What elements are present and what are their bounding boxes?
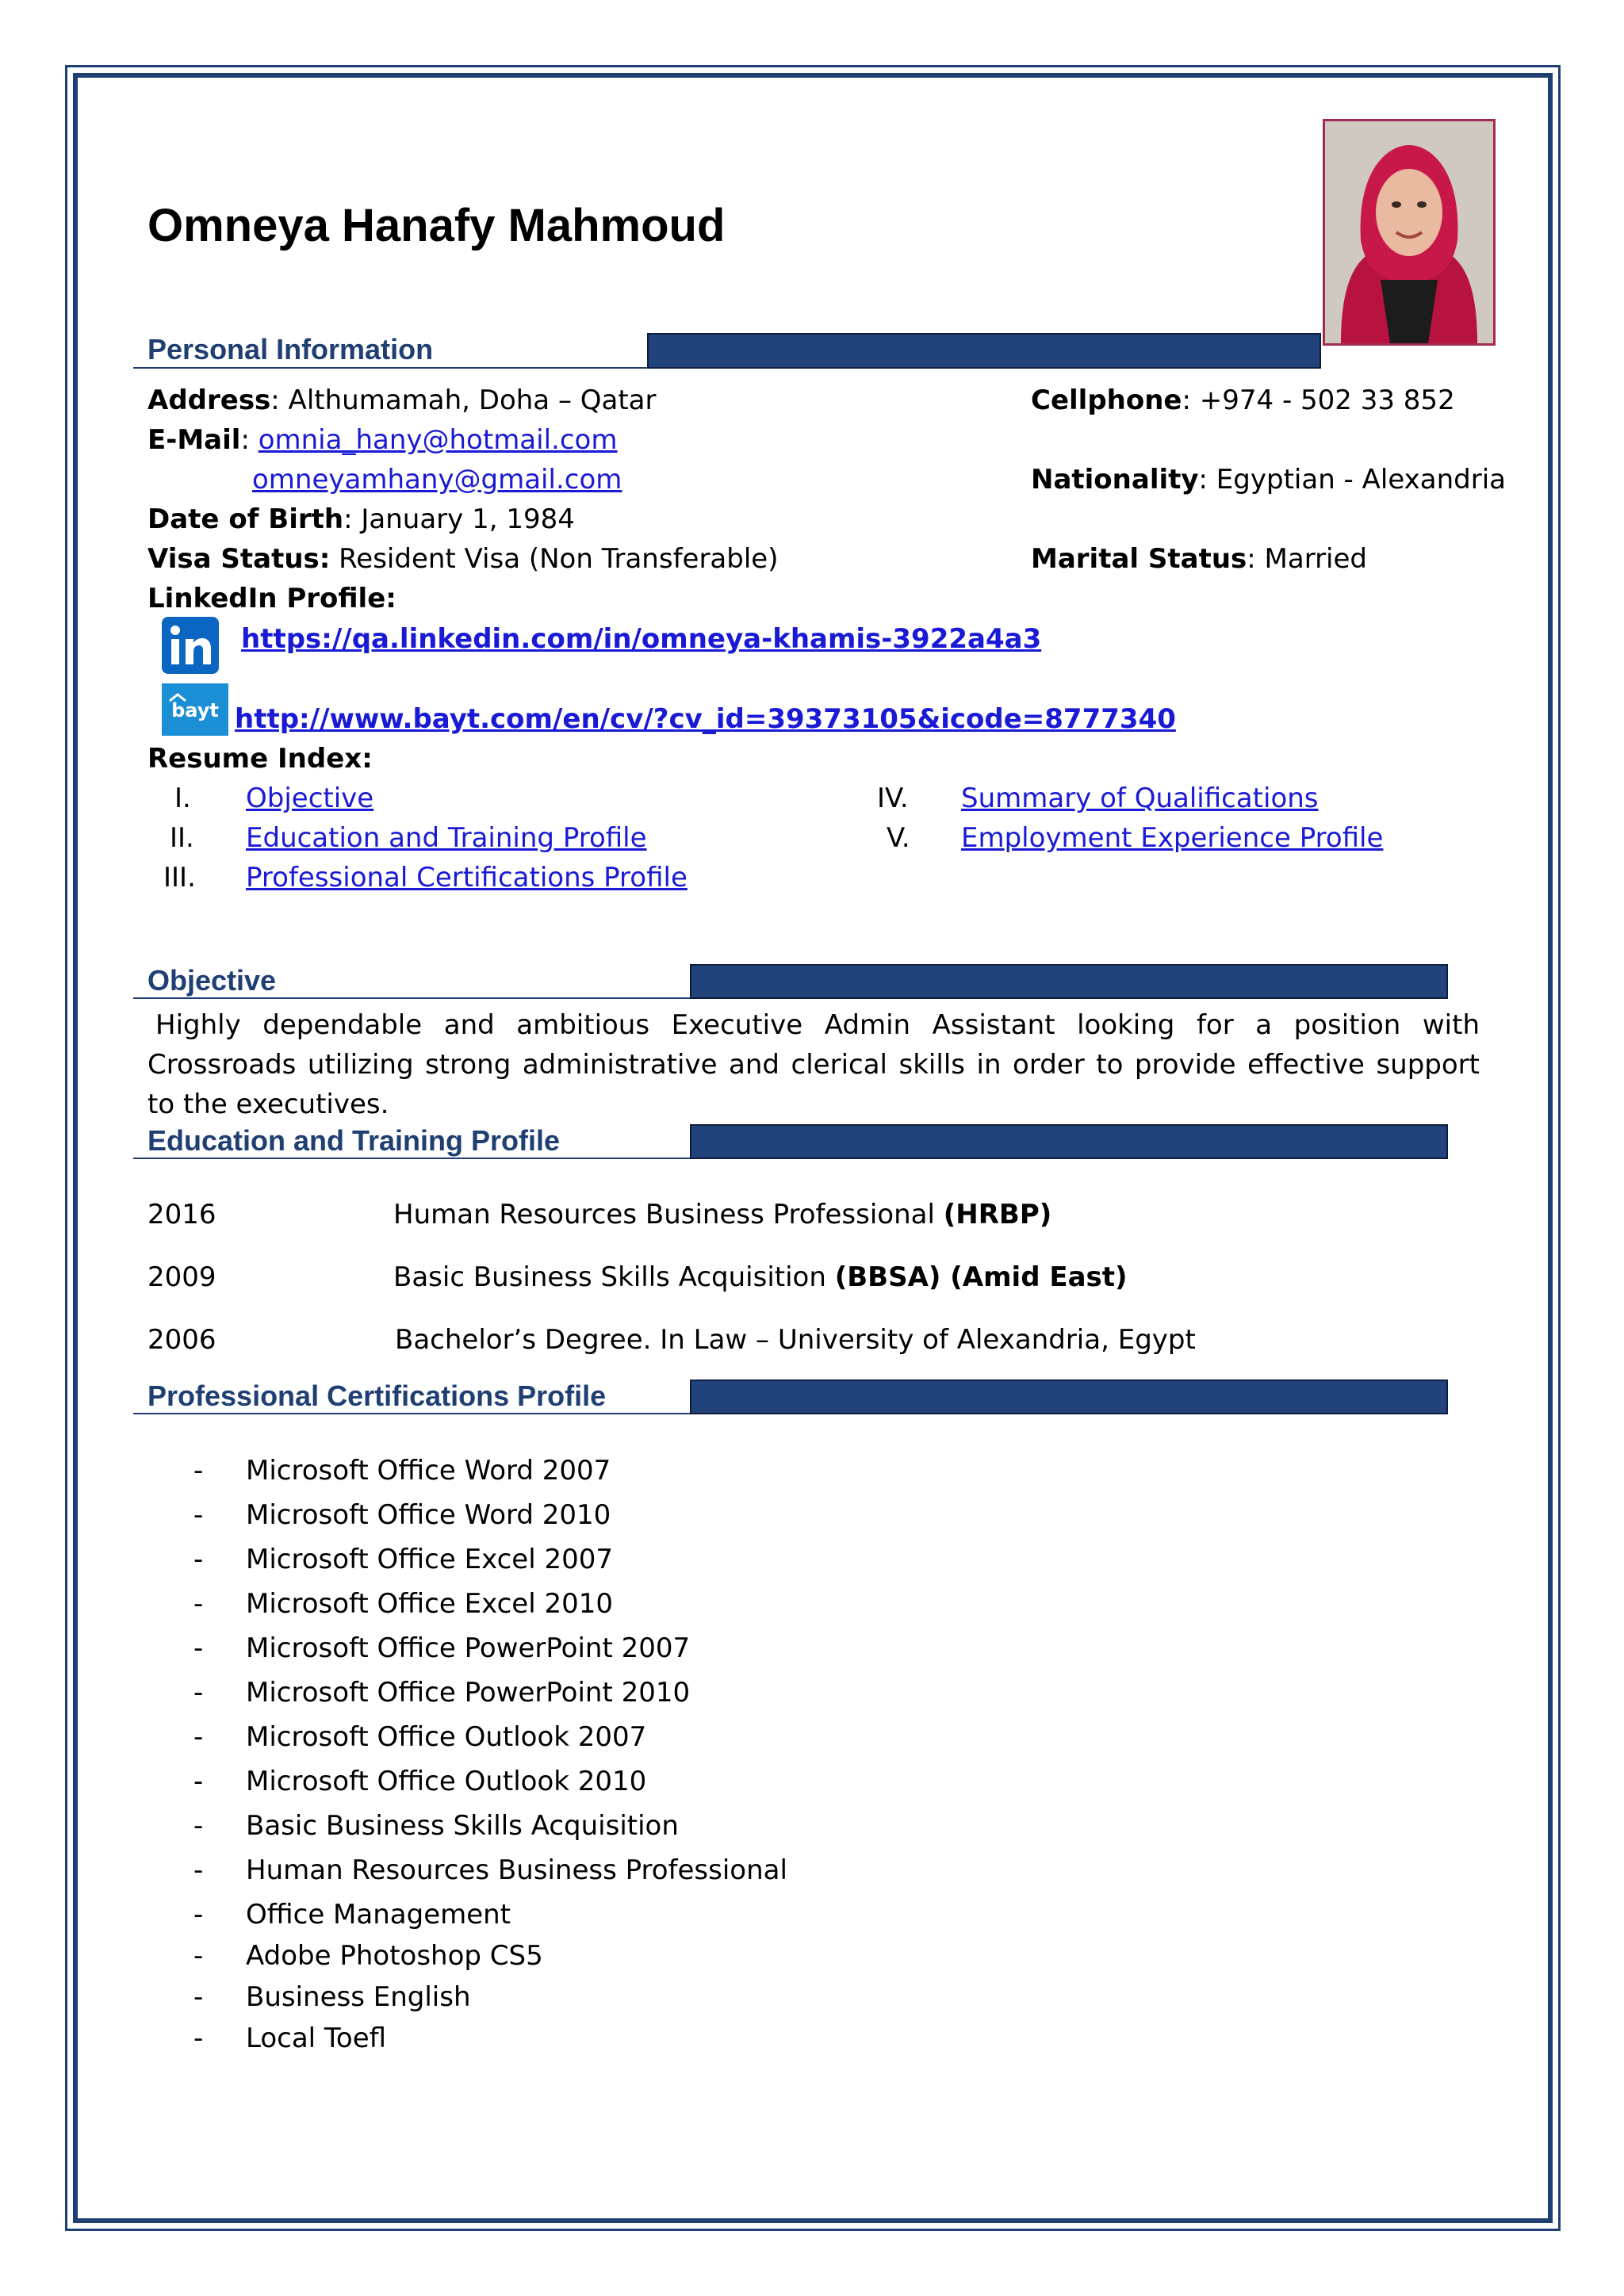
list-item: Microsoft Office Outlook 2010 xyxy=(246,1766,647,1797)
bayt-link[interactable]: http://www.bayt.com/en/cv/?cv_id=39373105&icode=8777340 xyxy=(235,703,1176,735)
resume-index-link-employment[interactable]: Employment Experience Profile xyxy=(961,822,1384,854)
section-title-objective: Objective xyxy=(147,964,277,997)
section-title-education: Education and Training Profile xyxy=(147,1124,561,1157)
marital-label: Marital Status xyxy=(1031,543,1247,575)
cellphone-label: Cellphone xyxy=(1031,385,1182,416)
list-item: Basic Business Skills Acquisition xyxy=(246,1810,679,1842)
education-entry-1-text: Human Resources Business Professional xyxy=(393,1199,944,1230)
section-bar-certifications xyxy=(690,1380,1448,1414)
dob-label: Date of Birth xyxy=(147,503,344,535)
linkedin-label: LinkedIn Profile: xyxy=(147,583,396,614)
list-bullet: - xyxy=(193,1544,204,1575)
list-item: Human Resources Business Professional xyxy=(246,1854,787,1886)
visa-value: Resident Visa (Non Transferable) xyxy=(330,543,779,575)
linkedin-link[interactable]: https://qa.linkedin.com/in/omneya-khamis-3922a4a3 xyxy=(241,623,1042,655)
section-bar-objective xyxy=(690,964,1448,999)
address-value: : Althumamah, Doha – Qatar xyxy=(270,385,657,416)
address-label: Address xyxy=(147,385,271,416)
marital-value: : Married xyxy=(1247,543,1368,575)
education-entry-3 xyxy=(395,1320,1196,1360)
nationality-value: : Egyptian - Alexandria xyxy=(1198,464,1506,496)
education-year-3: 2006 xyxy=(147,1324,216,1356)
resume-index-link-objective[interactable]: Objective xyxy=(246,783,374,814)
section-title-personal: Personal Information xyxy=(147,333,434,365)
list-bullet: - xyxy=(193,1588,204,1620)
education-year-1: 2016 xyxy=(147,1199,216,1230)
nationality-label: Nationality xyxy=(1031,464,1199,496)
list-item: Local Toefl xyxy=(246,2022,387,2054)
resume-index-link-education[interactable]: Education and Training Profile xyxy=(246,822,647,854)
list-bullet: - xyxy=(193,1721,204,1753)
resume-index-num-4: IV. xyxy=(877,783,909,814)
email-row xyxy=(147,420,617,460)
cellphone-value: : +974 - 502 33 852 xyxy=(1182,385,1455,416)
education-entry-2 xyxy=(393,1257,1128,1297)
bayt-icon xyxy=(162,683,228,736)
email-separator: : xyxy=(240,424,259,456)
list-item: Microsoft Office Excel 2007 xyxy=(246,1544,613,1575)
visa-row xyxy=(147,539,778,579)
list-bullet: - xyxy=(193,1810,204,1842)
resume-index-num-2: II. xyxy=(170,822,194,854)
list-item: Microsoft Office PowerPoint 2007 xyxy=(246,1632,691,1664)
list-item: Microsoft Office Word 2007 xyxy=(246,1455,611,1487)
profile-photo-image xyxy=(1325,121,1493,343)
list-bullet: - xyxy=(193,1499,204,1531)
resume-index-link-qualifications[interactable]: Summary of Qualifications xyxy=(961,783,1319,814)
marital-row xyxy=(1031,539,1367,579)
dob-value: : January 1, 1984 xyxy=(343,503,575,535)
resume-index-link-certifications[interactable]: Professional Certifications Profile xyxy=(246,862,688,894)
linkedin-icon xyxy=(162,617,219,674)
list-bullet: - xyxy=(193,1455,204,1487)
education-year-2: 2009 xyxy=(147,1261,216,1293)
list-bullet: - xyxy=(193,2022,204,2054)
section-bar-personal xyxy=(647,333,1321,369)
list-item: Microsoft Office Excel 2010 xyxy=(246,1588,613,1620)
resume-index-num-3: III. xyxy=(163,862,196,894)
list-item: Microsoft Office Outlook 2007 xyxy=(246,1721,647,1753)
nationality-row xyxy=(1031,460,1506,499)
list-item: Microsoft Office Word 2010 xyxy=(246,1499,611,1531)
cellphone-row xyxy=(1031,381,1455,420)
list-bullet: - xyxy=(193,1766,204,1797)
resume-index-label: Resume Index: xyxy=(147,743,373,775)
resume-index-num-1: I. xyxy=(174,783,191,814)
email-label: E-Mail xyxy=(147,424,241,456)
list-item: Office Management xyxy=(246,1899,511,1931)
candidate-name: Omneya Hanafy Mahmoud xyxy=(147,200,726,251)
email-link-2[interactable]: omneyamhany@gmail.com xyxy=(252,464,622,496)
education-entry-2-text: Basic Business Skills Acquisition xyxy=(393,1261,835,1293)
profile-photo xyxy=(1323,119,1496,346)
list-bullet: - xyxy=(193,1854,204,1886)
list-item: Business English xyxy=(246,1981,471,2013)
education-entry-1 xyxy=(393,1195,1051,1234)
address-row xyxy=(147,381,657,420)
list-bullet: - xyxy=(193,1940,204,1972)
list-item: Adobe Photoshop CS5 xyxy=(246,1940,543,1972)
list-bullet: - xyxy=(193,1981,204,2013)
list-bullet: - xyxy=(193,1677,204,1709)
section-title-certifications: Professional Certifications Profile xyxy=(147,1380,607,1412)
resume-index-num-5: V. xyxy=(887,822,910,854)
email-row-2 xyxy=(252,460,622,499)
svg-text:bayt: bayt xyxy=(171,699,219,721)
list-item: Microsoft Office PowerPoint 2010 xyxy=(246,1677,691,1709)
education-entry-2-bold: (BBSA) (Amid East) xyxy=(834,1261,1128,1293)
visa-label: Visa Status: xyxy=(147,543,331,575)
list-bullet: - xyxy=(193,1899,204,1931)
objective-text: Highly dependable and ambitious Executive Admin Assistant looking for a position with Crossroads utilizing strong administrative and clerical skills in order to provide effective support to the executives. xyxy=(147,1009,1480,1120)
email-link-1[interactable]: omnia_hany@hotmail.com xyxy=(258,424,618,456)
education-entry-3-text: Bachelor’s Degree. In Law – University of Alexandria, Egypt xyxy=(395,1324,1196,1356)
list-bullet: - xyxy=(193,1632,204,1664)
dob-row xyxy=(147,499,575,539)
education-entry-1-bold: (HRBP) xyxy=(943,1199,1052,1230)
section-bar-education xyxy=(690,1124,1448,1159)
